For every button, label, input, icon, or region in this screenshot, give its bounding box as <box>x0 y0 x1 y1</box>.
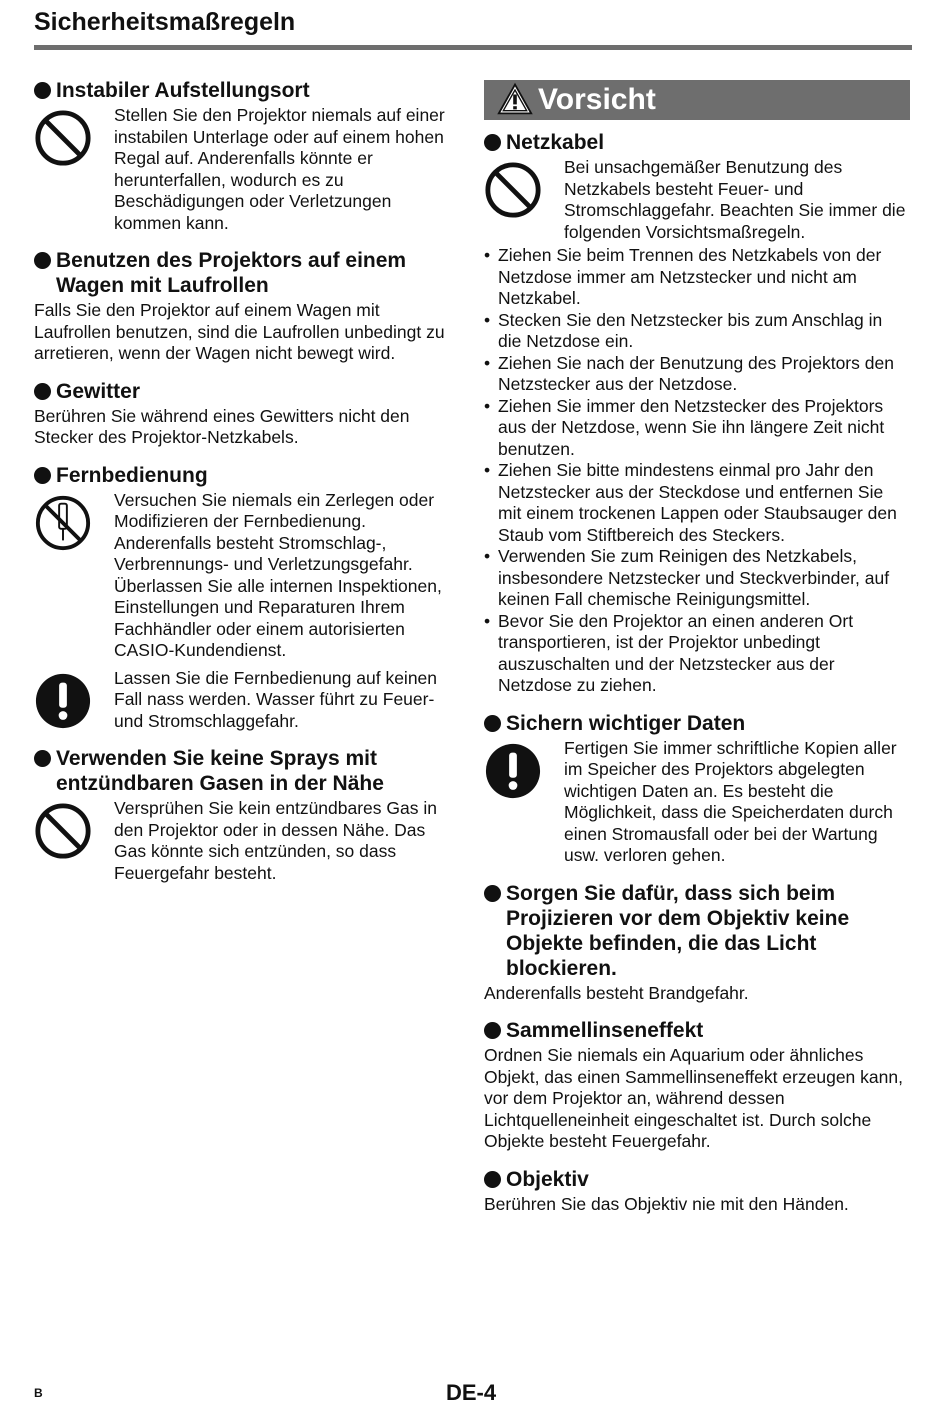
section-fernbedienung <box>34 463 460 733</box>
vorsicht-label: Vorsicht <box>538 83 656 116</box>
mandatory-action-icon <box>34 672 92 730</box>
list-item: • Stecken Sie den Netzstecker bis zum Anschlag in die Netzdose ein. <box>484 310 910 353</box>
section-text: Falls Sie den Projektor auf einem Wagen mit Laufrollen benutzen, sind die Laufrollen unbedingt zu arretieren, wenn der Wagen nicht bewegt wird. <box>34 300 445 363</box>
list-item: • Ziehen Sie beim Trennen des Netzkabels von der Netzdose immer am Netzstecker und nicht am Netzkabel. <box>484 245 910 310</box>
list-item: • Ziehen Sie nach der Benutzung des Projektors den Netzstecker aus der Netzdose. <box>484 353 910 396</box>
section-heading: Verwenden Sie keine Sprays mit entzündbaren Gasen in der Nähe <box>34 746 460 796</box>
section-heading: Netzkabel <box>484 130 910 155</box>
vorsicht-banner <box>484 80 910 120</box>
section-text: Ordnen Sie niemals ein Aquarium oder ähnliches Objekt, das einen Sammellinseneffekt erzeugen kann, vor dem Projektor an, während dessen Lichtquelleneinheit eingeschaltet ist. Durch solche Objekte besteht Feuergefahr. <box>484 1045 903 1151</box>
section-heading: Gewitter <box>34 379 460 404</box>
section-heading: Instabiler Aufstellungsort <box>34 78 460 103</box>
title-rule <box>34 45 912 50</box>
section-text: Versuchen Sie niemals ein Zerlegen oder Modifizieren der Fernbedienung. Anderenfalls besteht Stromschlag-, Verbrennungs- und Verletzungsgefahr. Überlassen Sie alle internen Inspektionen, Einstellungen und Reparaturen Ihrem Fachhändler oder einem autorisierten CASIO-Kundendienst. <box>114 489 442 660</box>
section-heading: Fernbedienung <box>34 463 460 488</box>
section-text: Stellen Sie den Projektor niemals auf einer instabilen Unterlage oder auf einem hohen Regal auf. Anderenfalls könnte er herunterfallen, wodurch es zu Beschädigungen oder Verletzungen kommen kann. <box>114 105 445 233</box>
section-sprays <box>34 746 460 884</box>
section-instabiler-aufstellungsort <box>34 78 460 234</box>
section-objektiv-blockieren <box>484 881 910 1005</box>
bullet-dot-icon <box>484 1171 501 1188</box>
bullet-dot-icon <box>34 750 51 767</box>
bullet-dot-icon <box>34 82 51 99</box>
section-text: Lassen Sie die Fernbedienung auf keinen Fall nass werden. Wasser führt zu Feuer- und Stromschlaggefahr. <box>114 667 438 731</box>
section-heading: Sichern wichtiger Daten <box>484 711 910 736</box>
section-sichern-wichtiger-daten <box>484 711 910 867</box>
section-wagen-mit-laufrollen <box>34 248 460 365</box>
list-item: • Verwenden Sie zum Reinigen des Netzkabels, insbesondere Netzstecker und Steckverbinder, auf keinen Fall chemische Reinigungsmittel. <box>484 546 910 611</box>
bullet-dot-icon <box>34 467 51 484</box>
section-heading: Sammellinseneffekt <box>484 1018 910 1043</box>
prohibition-icon <box>484 161 542 219</box>
section-sammellinseneffekt <box>484 1018 910 1153</box>
section-text: Versprühen Sie kein entzündbares Gas in den Projektor oder in dessen Nähe. Das Gas könnte sich entzünden, so dass Feuergefahr besteht. <box>114 798 437 883</box>
right-column <box>484 72 910 1229</box>
section-heading: Benutzen des Projektors auf einem Wagen mit Laufrollen <box>34 248 460 298</box>
left-column <box>34 72 460 898</box>
footer-code: B <box>34 1386 43 1400</box>
section-heading: Objektiv <box>484 1167 910 1192</box>
warning-triangle-icon <box>497 82 533 116</box>
netzkabel-bullet-list <box>484 245 910 697</box>
list-item: • Bevor Sie den Projektor an einen anderen Ort transportieren, ist der Projektor unbedingt auszuschalten und der Netzstecker aus der Netzdose zu ziehen. <box>484 611 910 697</box>
list-item: • Ziehen Sie immer den Netzstecker des Projektors aus der Netzdose, wenn Sie ihn längere Zeit nicht benutzen. <box>484 396 910 461</box>
page-number: DE-4 <box>446 1380 497 1405</box>
list-item: • Ziehen Sie bitte mindestens einmal pro Jahr den Netzstecker aus der Steckdose und entfernen Sie mit einem trockenen Lappen oder Staubsauger den Staub vom Stiftbereich des Steckers. <box>484 460 910 546</box>
section-text: Anderenfalls besteht Brandgefahr. <box>484 982 749 1003</box>
mandatory-action-icon <box>484 742 542 800</box>
section-gewitter <box>34 379 460 449</box>
section-text: Fertigen Sie immer schriftliche Kopien aller im Speicher des Projektors abgelegten wichtigen Daten an. Es besteht die Möglichkeit, dass die Speicherdaten durch einen Stromausfall oder bei der Wartung usw. verloren gehen. <box>564 737 897 865</box>
bullet-dot-icon <box>484 1022 501 1039</box>
bullet-dot-icon <box>484 134 501 151</box>
section-netzkabel <box>484 130 910 697</box>
page-title: Sicherheitsmaßregeln <box>34 8 296 36</box>
bullet-dot-icon <box>34 252 51 269</box>
section-text: Berühren Sie während eines Gewitters nicht den Stecker des Projektor-Netzkabels. <box>34 405 410 447</box>
section-objektiv <box>484 1167 910 1216</box>
bullet-dot-icon <box>484 715 501 732</box>
prohibition-icon <box>34 109 92 167</box>
section-text: Berühren Sie das Objektiv nie mit den Händen. <box>484 1193 849 1214</box>
bullet-dot-icon <box>34 383 51 400</box>
bullet-dot-icon <box>484 885 501 902</box>
section-text: Bei unsachgemäßer Benutzung des Netzkabels besteht Feuer- und Stromschlaggefahr. Beachten Sie immer die folgenden Vorsichtsmaßregeln. <box>564 157 906 242</box>
section-heading: Sorgen Sie dafür, dass sich beim Projizieren vor dem Objektiv keine Objekte befinden, die das Licht blockieren. <box>484 881 910 981</box>
no-disassembly-icon <box>34 494 92 552</box>
prohibition-icon <box>34 802 92 860</box>
